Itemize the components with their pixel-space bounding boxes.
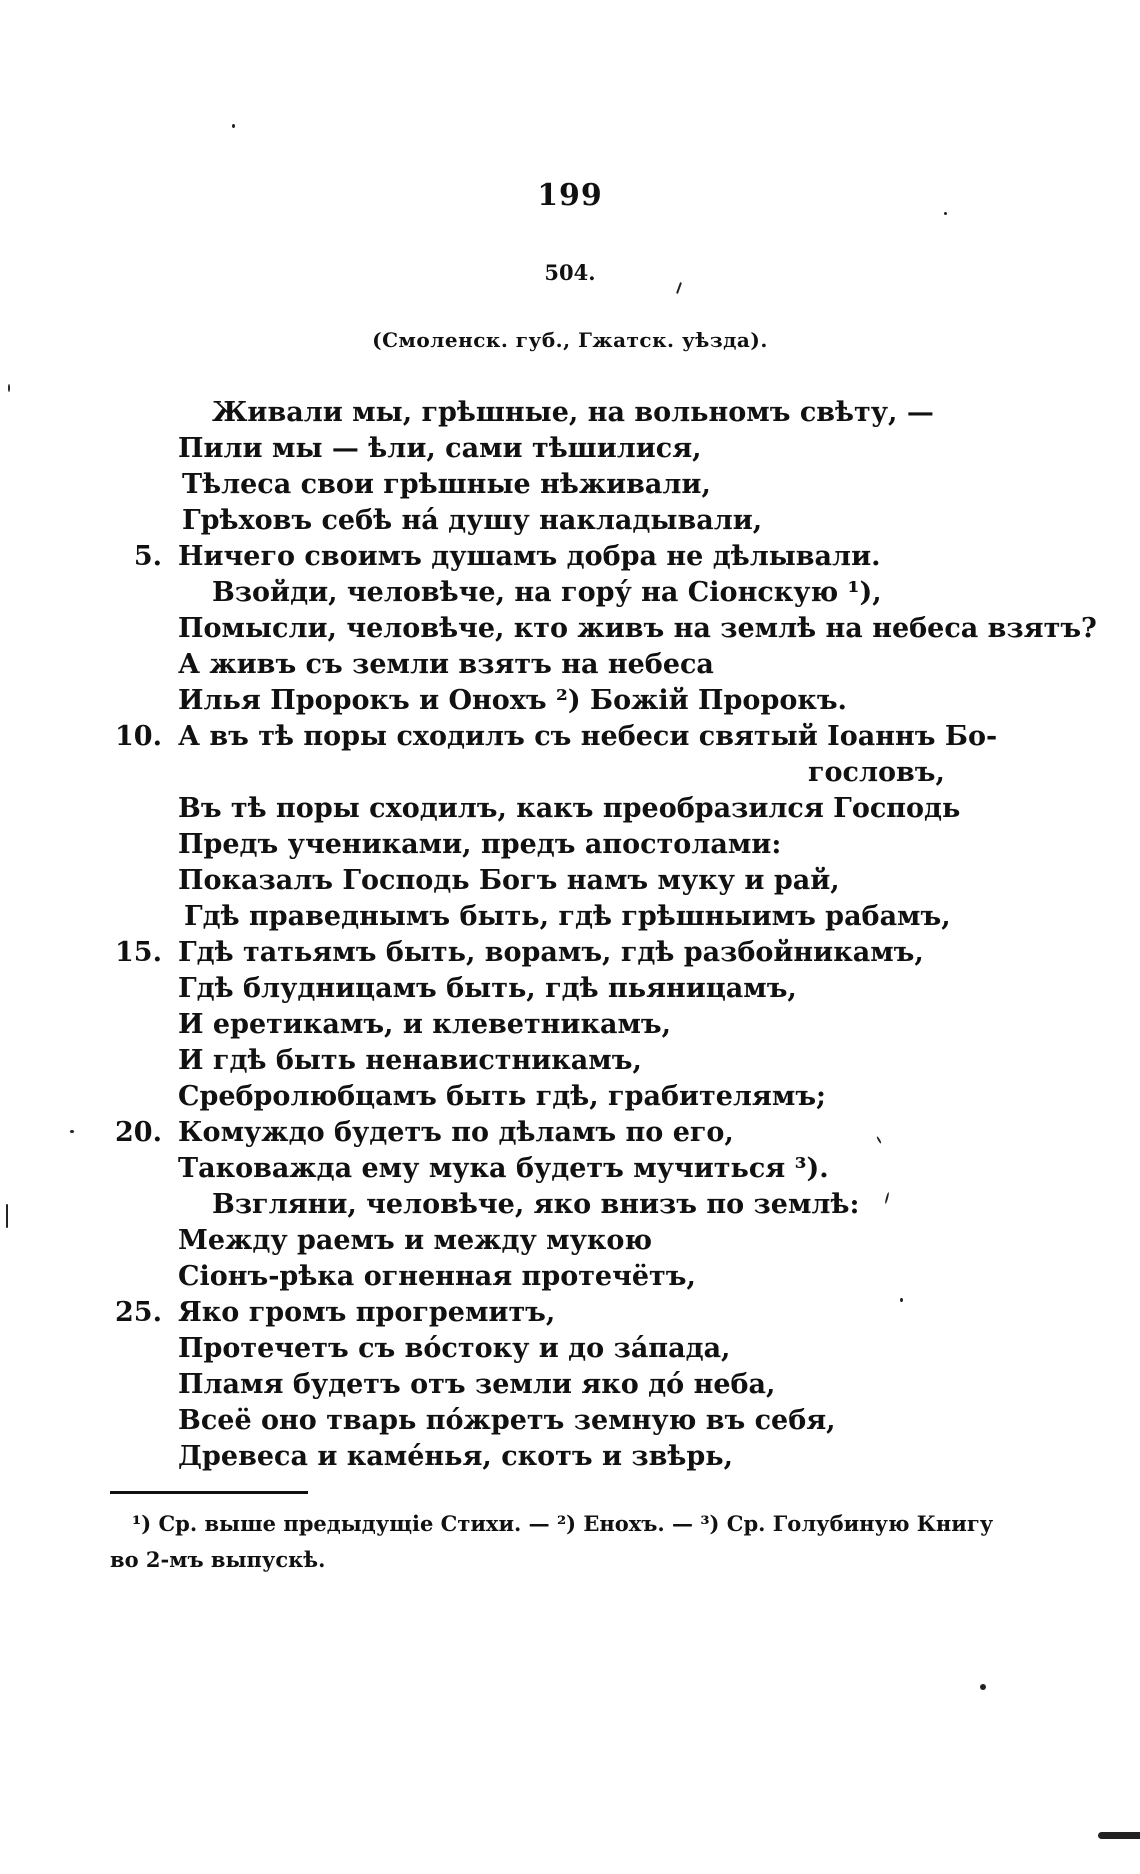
footnote-line: ¹) Ср. выше предыдущіе Стихи. — ²) Енохъ. — ³) Ср. Голубиную Книгу [132, 1511, 994, 1536]
line-number: 20. [115, 1117, 162, 1148]
scan-speck [900, 1298, 903, 1302]
poem-number: 504. [544, 260, 596, 285]
line-text: Яко громъ прогремитъ, [178, 1297, 556, 1328]
line-text: Комуждо будетъ по дѣламъ по его, [178, 1117, 734, 1148]
line-text: А въ тѣ поры сходилъ съ небеси святый Іоаннъ Бо- [178, 721, 998, 752]
line-text: И гдѣ быть ненавистникамъ, [178, 1045, 642, 1076]
scan-speck [6, 1204, 8, 1228]
scan-speck [232, 124, 235, 128]
line-text: Всеё оно тварь по́жретъ земную въ себя, [178, 1405, 836, 1436]
line-text: Сребролюбцамъ быть гдѣ, грабителямъ; [178, 1081, 827, 1112]
scan-speck [944, 212, 947, 215]
scan-speck [8, 384, 10, 392]
line-text: Протечетъ съ во́стоку и до за́пада, [178, 1333, 731, 1364]
scan-edge-mark [1098, 1832, 1140, 1839]
footnotes [110, 1506, 1010, 1578]
line-text: Помысли, человѣче, кто живъ на землѣ на небеса взятъ? [178, 613, 1097, 644]
line-text: Пили мы — ѣли, сами тѣшилися, [178, 433, 702, 464]
line-text: И еретикамъ, и клеветникамъ, [178, 1009, 672, 1040]
page-number: 199 [537, 178, 603, 213]
line-text: Предъ учениками, предъ апостолами: [178, 829, 782, 860]
scan-speck [980, 1684, 986, 1690]
scan-speck [70, 1130, 74, 1133]
line-text: Ничего своимъ душамъ добра не дѣлывали. [178, 541, 881, 572]
scan-speck [884, 1192, 889, 1204]
line-text: Гдѣ праведнымъ быть, гдѣ грѣшныимъ рабамъ, [184, 901, 951, 932]
footnote-line: во 2-мъ выпускѣ. [110, 1547, 326, 1572]
source-note: (Смоленск. губ., Гжатск. уѣзда). [372, 328, 768, 352]
line-text: Въ тѣ поры сходилъ, какъ преобразился Господь [178, 793, 961, 824]
line-text: Показалъ Господь Богъ намъ муку и рай, [178, 865, 840, 896]
line-text: Древеса и каме́нья, скотъ и звѣрь, [178, 1441, 734, 1472]
line-text: Сіонъ-рѣка огненная протечётъ, [178, 1261, 696, 1292]
line-text: Пламя будетъ отъ земли яко до́ неба, [178, 1369, 776, 1400]
line-text: Между раемъ и между мукою [178, 1225, 653, 1256]
line-text: Взойди, человѣче, на гору́ на Сіонскую ¹), [212, 577, 882, 608]
line-text: Таковажда ему мука будетъ мучиться ³). [178, 1153, 829, 1184]
footnote-divider [110, 1491, 308, 1494]
line-text: Живали мы, грѣшные, на вольномъ свѣту, — [212, 397, 934, 428]
line-number: 15. [115, 937, 162, 968]
line-text: Гдѣ блудницамъ быть, гдѣ пьяницамъ, [178, 973, 797, 1004]
line-text: А живъ съ земли взятъ на небеса [178, 649, 714, 680]
scan-speck [876, 1136, 882, 1144]
line-text: Грѣховъ себѣ на́ душу накладывали, [182, 505, 763, 536]
line-text: Тѣлеса свои грѣшные нѣживали, [182, 469, 711, 500]
line-text: Илья Пророкъ и Онохъ ²) Божій Пророкъ. [178, 685, 847, 716]
line-number: 25. [115, 1297, 162, 1328]
line-text: Гдѣ татьямъ быть, ворамъ, гдѣ разбойникамъ, [178, 937, 924, 968]
line-number: 10. [115, 721, 162, 752]
line-text: гословъ, [808, 757, 945, 788]
line-text: Взгляни, человѣче, яко внизъ по землѣ: [212, 1189, 860, 1220]
line-number: 5. [133, 541, 162, 572]
